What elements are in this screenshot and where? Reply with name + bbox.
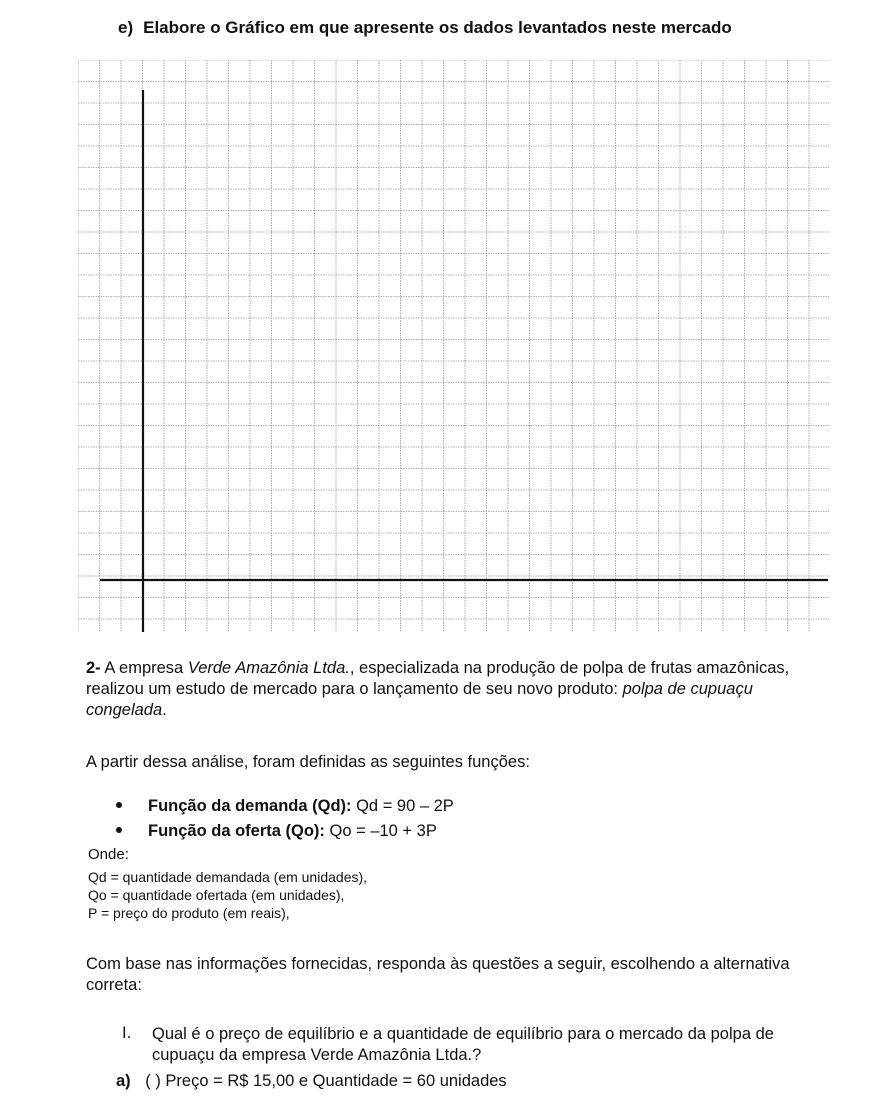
problem-2-paragraph [86,658,826,721]
function-demand-formula: Qd = 90 – 2P [351,797,454,815]
question-text [152,1024,832,1066]
question-text-line-2: cupuaçu da empresa Verde Amazônia Ltda.? [152,1046,482,1064]
definition-qo: Qo = quantidade ofertada (em unidades), [88,887,345,903]
option-a[interactable] [116,1072,507,1091]
product-name-1: polpa de cupuaçu [622,680,753,698]
intro-text-2: , especializada na produção de polpa de frutas amazônicas, [349,659,790,677]
grid-lines [78,60,830,632]
onde-label: Onde: [88,846,129,863]
company-name: Verde Amazônia Ltda. [187,659,350,677]
function-supply [116,822,437,841]
analysis-text: A partir dessa análise, foram definidas as seguintes funções: [86,753,530,771]
question-number: I. [122,1024,132,1042]
section-e-title: Elabore o Gráfico em que apresente os dados levantados neste mercado [143,18,732,37]
function-demand [116,797,454,816]
bullet-dot [116,827,122,833]
function-demand-label: Função da demanda (Qd): [148,797,352,815]
intro-line-3-end: . [162,701,167,719]
instructions-line-1: Com base nas informações fornecidas, responda às questões a seguir, escolhendo a alternativa [86,955,790,973]
product-name-2: congelada [86,701,163,719]
intro-text: A empresa [100,659,188,677]
section-e-label: e) [118,18,134,37]
section-e-heading [118,18,732,38]
definition-qd: Qd = quantidade demandada (em unidades), [88,869,368,885]
function-supply-label: Função da oferta (Qo): [148,822,325,840]
instructions [86,954,846,996]
intro-line-2: realizou um estudo de mercado para o lançamento de seu novo produto: [86,680,623,698]
bullet-dot [116,802,122,808]
problem-number: 2- [86,659,101,677]
definition-p: P = preço do produto (em reais), [88,905,290,921]
option-a-text: ( ) Preço = R$ 15,00 e Quantidade = 60 unidades [145,1072,507,1090]
function-supply-formula: Qo = –10 + 3P [324,822,437,840]
graph-paper-grid[interactable] [78,60,830,632]
question-text-line-1: Qual é o preço de equilíbrio e a quantidade de equilíbrio para o mercado da polpa de [152,1025,774,1043]
option-a-label: a) [116,1072,131,1090]
instructions-line-2: correta: [86,976,142,994]
